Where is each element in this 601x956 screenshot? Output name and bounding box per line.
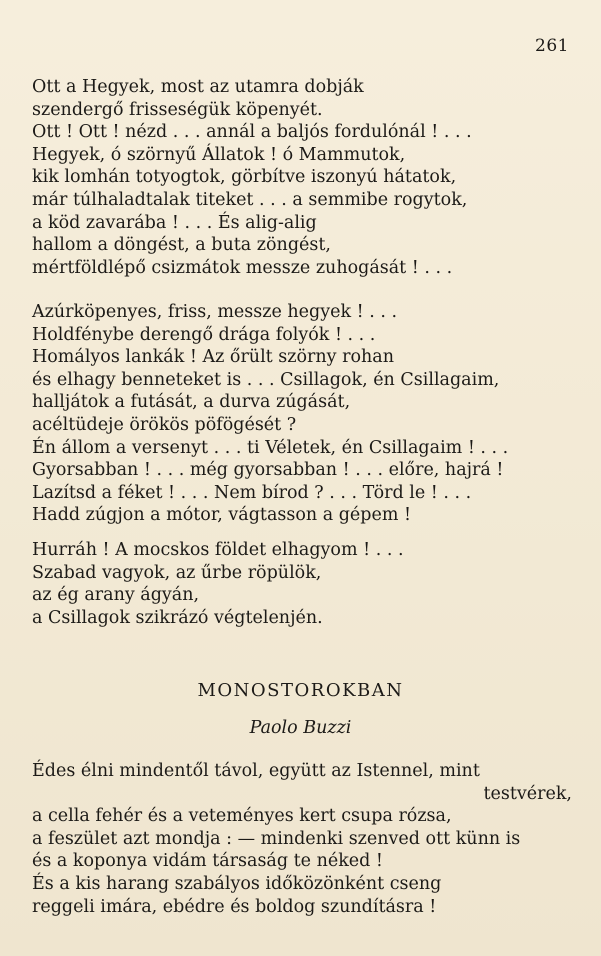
stanza-3 [32,539,572,629]
verse-line: mértföldlépő csizmátok messze zuhogását ! . . . [32,257,453,278]
verse-line: Hegyek, ó szörnyű Állatok ! ó Mammutok, [32,144,406,165]
stanza-4 [32,760,572,918]
verse-line: Azúrköpenyes, friss, messze hegyek ! . . . [32,302,398,322]
verse-line: Gyorsabban ! . . . még gyorsabban ! . . . előre, hajrá ! [32,460,504,481]
poem-author: Paolo Buzzi [249,718,352,738]
stanza-1 [32,76,572,279]
verse-line: Édes élni mindentől távol, együtt az Istennel, mint [32,761,480,781]
verse-line-continuation: testvérek, [483,783,572,804]
verse-line: reggeli imára, ebédre és boldog szundításra ! [32,896,437,917]
verse-line: kik lomhán totyogtok, görbítve iszonyú hátatok, [32,167,457,188]
verse-line: acéltüdeje örökös pöfögését ? [32,414,297,435]
verse-line: szendergő frisseségük köpenyét. [32,99,323,120]
verse-line: és elhagy benneteket is . . . Csillagok, én Csillagaim, [32,369,500,390]
verse-line: Én állom a versenyt . . . ti Véletek, én Csillagaim ! . . . [32,437,509,458]
verse-line: Ott ! Ott ! nézd . . . annál a baljós fordulónál ! . . . [32,122,472,143]
verse-line: halljátok a futását, a durva zúgását, [32,392,351,413]
page-number: 261 [535,36,569,56]
verse-line: Homályos lankák ! Az őrült szörny rohan [32,347,394,368]
verse-line: Szabad vagyok, az űrbe röpülök, [32,562,322,583]
verse-line: Holdfénybe derengő drága folyók ! . . . [32,324,376,345]
verse-line: Hadd zúgjon a mótor, vágtasson a gépem ! [32,505,412,526]
verse-line: az ég arany ágyán, [32,585,200,606]
verse-line: Ott a Hegyek, most az utamra dobják [32,77,364,97]
verse-line: és a koponya vidám társaság te néked ! [32,851,383,872]
poem-title: MONOSTOROKBAN [197,680,404,701]
verse-line: És a kis harang szabályos időközönként cseng [32,873,442,894]
verse-line: már túlhaladtalak titeket . . . a semmibe rogytok, [32,189,468,210]
verse-line: Hurráh ! A mocskos földet elhagyom ! . . . [32,540,404,560]
verse-line: a cella fehér és a veteményes kert csupa rózsa, [32,806,452,827]
verse-line: a Csillagok szikrázó végtelenjén. [32,607,323,628]
verse-line: a feszület azt mondja : — mindenki szenved ott künn is [32,828,521,849]
verse-line: hallom a döngést, a buta zöngést, [32,235,331,256]
verse-line: Lazítsd a féket ! . . . Nem bírod ? . . . Törd le ! . . . [32,482,472,503]
verse-line: a köd zavarába ! . . . És alig-alig [32,212,317,233]
stanza-2 [32,301,572,527]
